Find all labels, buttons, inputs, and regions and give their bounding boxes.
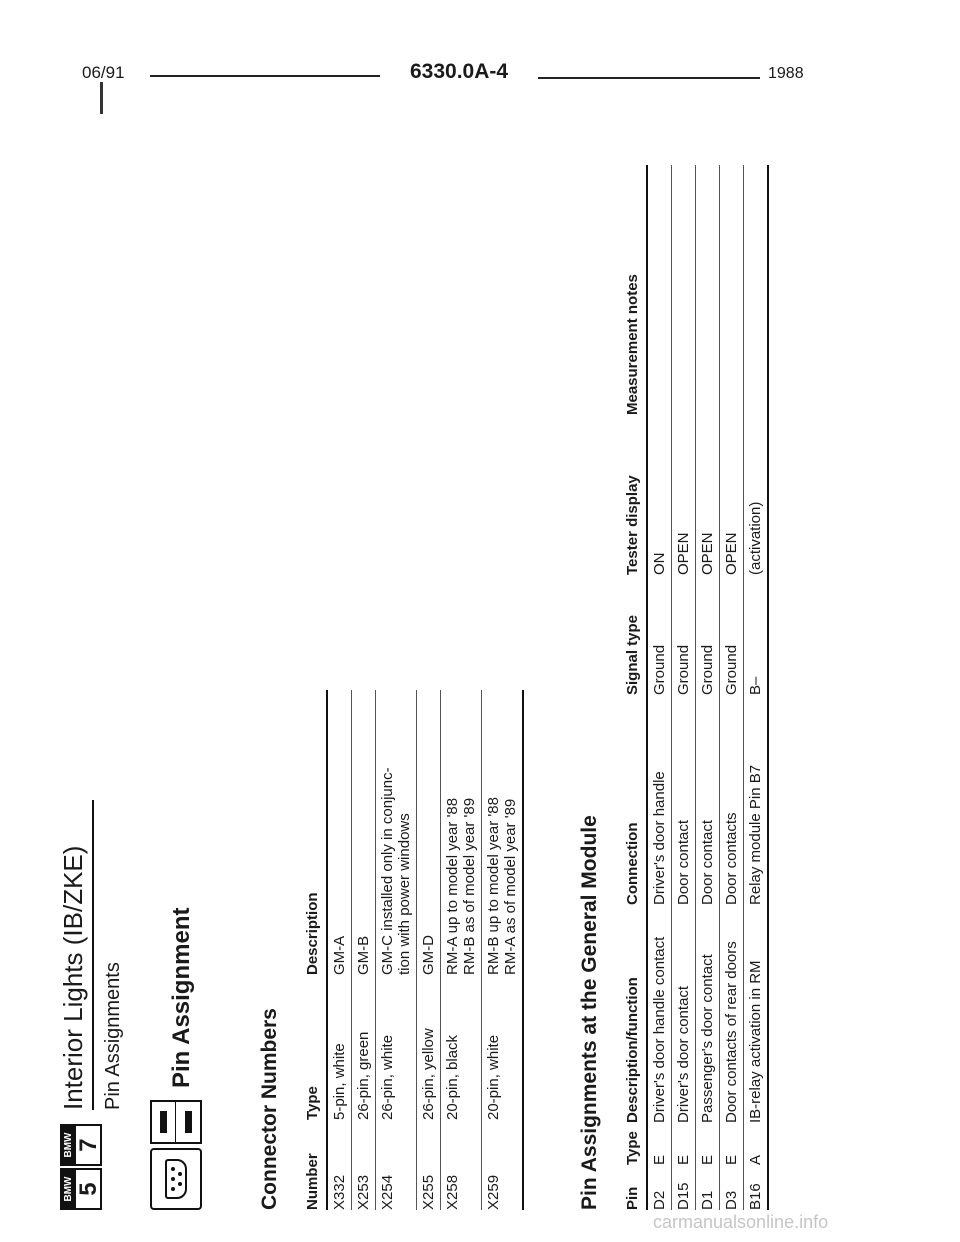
pin-cell: B– [744,575,769,695]
connector-cell: GM-D [417,690,441,975]
pin-column-header: Connection [622,695,647,905]
rotated-page [60,110,780,1210]
pin-cell: Driver's door handle [647,695,672,905]
pin-cell [744,165,769,415]
connector-numbers-heading: Connector Numbers [258,1008,281,1210]
connector-column-header: Description [302,690,327,975]
pin-cell: Passenger's door contact [696,905,720,1123]
header-rule-right [538,77,760,79]
pin-cell: D3 [720,1165,744,1210]
pin-cell: E [696,1123,720,1165]
pin-cell: ON [647,415,672,575]
connector-cell: X254 [376,1120,417,1210]
series-number-right: 7 [75,1138,102,1152]
pin-cell: D15 [672,1165,696,1210]
pin-cell: D2 [647,1165,672,1210]
pin-column-header: Measurement notes [622,165,647,415]
pin-row [720,165,744,1210]
bmw-brand-left: BMW [62,1170,76,1208]
pin-cell: E [720,1123,744,1165]
connector-cell: X253 [352,1120,376,1210]
pin-cell: A [744,1123,769,1165]
pin-cell: Relay module Pin B7 [744,695,769,905]
pin-cell: Door contact [672,695,696,905]
connector-cell: X258 [441,1120,482,1210]
connector-row [482,690,524,1210]
connector-row [417,690,441,1210]
pin-cell: D1 [696,1165,720,1210]
pin-row [672,165,696,1210]
pin-column-header: Description/function [622,905,647,1123]
pin-assignments-heading: Pin Assignments at the General Module [578,815,601,1210]
pin-assignment-icon [150,1100,202,1144]
connector-cell: 20-pin, black [441,975,482,1120]
pin-column-header: Signal type [622,575,647,695]
connector-column-header: Number [302,1120,327,1210]
connector-cell: GM-C installed only in conjunc- tion with power windows [376,690,417,975]
pin-cell: Door contact [696,695,720,905]
pin-cell [647,165,672,415]
connector-row [441,690,482,1210]
connector-cell: 26-pin, white [376,975,417,1120]
pin-cell: Ground [696,575,720,695]
pin-cell [672,165,696,415]
pin-cell: E [647,1123,672,1165]
bmw-logo [60,1122,102,1210]
pin-column-header: Type [622,1123,647,1165]
bmw-brand-right: BMW [62,1126,76,1164]
header-year: 1988 [768,65,804,82]
pin-cell [696,165,720,415]
pin-cell: E [672,1123,696,1165]
pin-cell: OPEN [672,415,696,575]
connector-plug-shape [165,1159,187,1199]
pin-column-header: Tester display [622,415,647,575]
pin-row [696,165,720,1210]
connector-cell: RM-A up to model year '88 RM-B as of model year '89 [441,690,482,975]
header-date: 06/91 [82,63,125,82]
pin-cell: Driver's door contact [672,905,696,1123]
connector-plug-icon [150,1148,202,1210]
pin-cell: IB-relay activation in RM [744,905,769,1123]
pin-cell: Door contacts [720,695,744,905]
pin-cell: Door contacts of rear doors [720,905,744,1123]
connector-cell: GM-A [327,690,352,975]
connector-cell: GM-B [352,690,376,975]
pin-row [744,165,769,1210]
pin-cell: B16 [744,1165,769,1210]
doc-subtitle: Pin Assignments [102,962,124,1110]
pin-row [647,165,672,1210]
pin-cell: Ground [647,575,672,695]
pin-cell: OPEN [696,415,720,575]
pin-cell [720,165,744,415]
bmw-logo-box-left [60,1168,102,1210]
connector-row [352,690,376,1210]
connector-cell: RM-B up to model year '88 RM-A as of model year '89 [482,690,524,975]
bmw-logo-box-right [60,1124,102,1166]
pin-cell: Ground [672,575,696,695]
pin-cell: (activation) [744,415,769,575]
pin-column-header: Pin [622,1165,647,1210]
connector-cell: X332 [327,1120,352,1210]
connector-cell: 26-pin, yellow [417,975,441,1120]
header-rule-left [150,75,380,77]
header-doc-code: 6330.0A-4 [410,60,509,83]
pin-cell: Ground [720,575,744,695]
connector-cell: 5-pin, white [327,975,352,1120]
pin-assignment-heading: Pin Assignment [168,907,195,1088]
doc-title: Interior Lights (IB/ZKE) [58,845,88,1110]
pin-cell: OPEN [720,415,744,575]
connector-row [376,690,417,1210]
connector-row [327,690,352,1210]
connector-table [302,690,524,1210]
connector-cell: 26-pin, green [352,975,376,1120]
connector-cell: X255 [417,1120,441,1210]
title-rule [92,800,94,1110]
pin-table [622,165,769,1210]
pin-cell: Driver's door handle contact [647,905,672,1123]
connector-column-header: Type [302,975,327,1120]
watermark: carmanualsonline.info [653,1212,829,1232]
connector-cell: X259 [482,1120,524,1210]
series-number-left: 5 [75,1182,102,1196]
connector-cell: 20-pin, white [482,975,524,1120]
